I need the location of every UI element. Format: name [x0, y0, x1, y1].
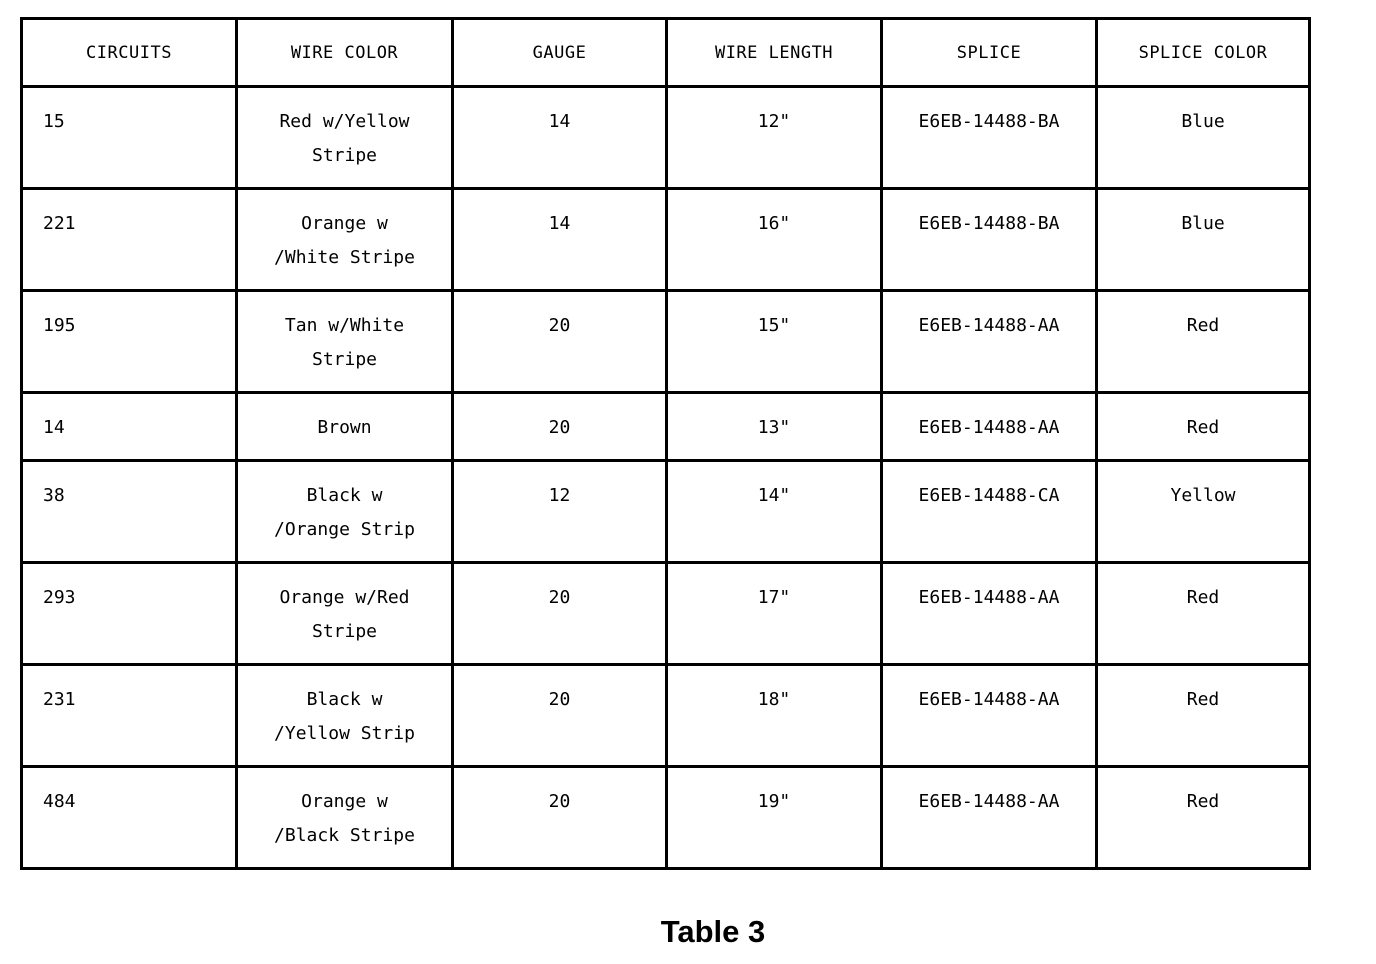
gauge-cell: 12 — [453, 461, 667, 563]
wire-color-line: Tan w/White — [284, 315, 405, 336]
wire-length-cell: 18" — [667, 665, 882, 767]
wire-color-cell — [237, 189, 453, 291]
wire-color-line: Red w/Yellow — [279, 111, 410, 132]
wire-color-line: Stripe — [311, 349, 378, 370]
wire-length-cell: 15" — [667, 291, 882, 393]
splice-color-cell: Red — [1097, 563, 1310, 665]
gauge-cell: 20 — [453, 393, 667, 461]
circuit-cell: 231 — [22, 665, 237, 767]
table-row — [22, 563, 1310, 665]
header-circuits: CIRCUITS — [22, 19, 237, 87]
circuit-cell: 195 — [22, 291, 237, 393]
circuit-cell: 15 — [22, 87, 237, 189]
splice-cell: E6EB-14488-AA — [882, 291, 1097, 393]
wire-color-line: Orange w — [301, 791, 388, 812]
wire-color-line: /Black Stripe — [274, 825, 415, 846]
splice-cell: E6EB-14488-AA — [882, 767, 1097, 869]
circuit-cell: 38 — [22, 461, 237, 563]
wire-color-cell — [237, 291, 453, 393]
circuit-cell: 14 — [22, 393, 237, 461]
wire-color-line: Orange w/Red — [279, 587, 410, 608]
splice-color-cell: Red — [1097, 291, 1310, 393]
wire-color-cell — [237, 767, 453, 869]
splice-color-cell: Yellow — [1097, 461, 1310, 563]
gauge-cell: 20 — [453, 291, 667, 393]
table-header-row — [22, 19, 1310, 87]
circuit-cell: 293 — [22, 563, 237, 665]
header-gauge: GAUGE — [453, 19, 667, 87]
table-row — [22, 87, 1310, 189]
wire-color-line: Brown — [317, 417, 372, 438]
splice-cell: E6EB-14488-BA — [882, 87, 1097, 189]
table-row — [22, 291, 1310, 393]
splice-cell: E6EB-14488-AA — [882, 665, 1097, 767]
wire-length-cell: 14" — [667, 461, 882, 563]
splice-color-cell: Blue — [1097, 189, 1310, 291]
header-splice: SPLICE — [882, 19, 1097, 87]
wire-length-cell: 16" — [667, 189, 882, 291]
table-row — [22, 393, 1310, 461]
splice-cell: E6EB-14488-AA — [882, 393, 1097, 461]
table-caption: Table 3 — [660, 914, 766, 949]
splice-color-cell: Blue — [1097, 87, 1310, 189]
circuit-cell: 221 — [22, 189, 237, 291]
wire-color-cell — [237, 665, 453, 767]
splice-cell: E6EB-14488-BA — [882, 189, 1097, 291]
wire-color-cell — [237, 563, 453, 665]
table-row — [22, 767, 1310, 869]
wire-color-line: Black w — [306, 485, 383, 506]
header-wire-color: WIRE COLOR — [237, 19, 453, 87]
gauge-cell: 20 — [453, 563, 667, 665]
wire-length-cell: 17" — [667, 563, 882, 665]
gauge-cell: 20 — [453, 767, 667, 869]
wire-color-line: Stripe — [311, 621, 378, 642]
splice-color-cell: Red — [1097, 767, 1310, 869]
gauge-cell: 20 — [453, 665, 667, 767]
gauge-cell: 14 — [453, 87, 667, 189]
splice-color-cell: Red — [1097, 393, 1310, 461]
wire-color-cell — [237, 461, 453, 563]
wire-color-cell — [237, 393, 453, 461]
splice-color-cell: Red — [1097, 665, 1310, 767]
table-row — [22, 665, 1310, 767]
wire-length-cell: 19" — [667, 767, 882, 869]
wire-color-cell — [237, 87, 453, 189]
wire-length-cell: 12" — [667, 87, 882, 189]
table-row — [22, 189, 1310, 291]
wire-color-line: /Yellow Strip — [274, 723, 415, 744]
wire-color-line: Black w — [306, 689, 383, 710]
gauge-cell: 14 — [453, 189, 667, 291]
splice-cell: E6EB-14488-CA — [882, 461, 1097, 563]
wire-color-line: Orange w — [301, 213, 388, 234]
wire-length-cell: 13" — [667, 393, 882, 461]
header-splice-color: SPLICE COLOR — [1097, 19, 1310, 87]
wire-color-line: Stripe — [311, 145, 378, 166]
table-row — [22, 461, 1310, 563]
wire-color-line: /White Stripe — [274, 247, 415, 268]
circuit-cell: 484 — [22, 767, 237, 869]
wire-color-line: /Orange Strip — [274, 519, 415, 540]
wire-splice-table — [20, 17, 1311, 870]
splice-cell: E6EB-14488-AA — [882, 563, 1097, 665]
header-wire-length: WIRE LENGTH — [667, 19, 882, 87]
